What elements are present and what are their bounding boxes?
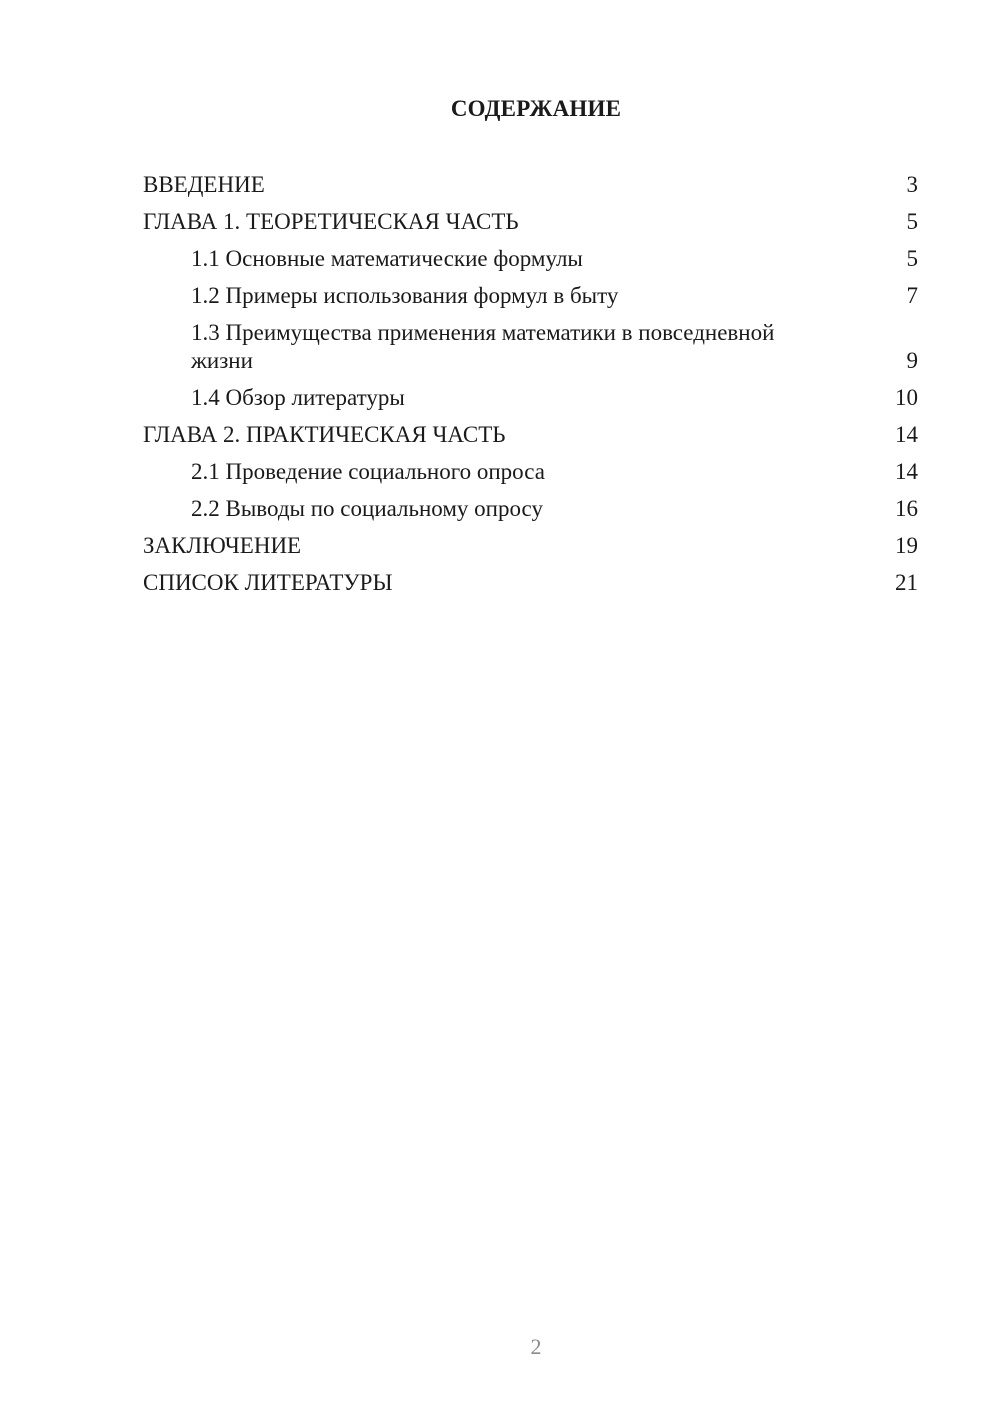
- toc-entry-title: 2.2 Выводы по социальному опросу: [191, 496, 543, 521]
- toc-entry-page: 5: [906, 209, 918, 234]
- toc-entry-page: 19: [895, 533, 918, 558]
- toc-entry-page: 16: [895, 496, 918, 521]
- toc-entry-page: 21: [895, 570, 918, 595]
- toc-entry[interactable]: [143, 458, 918, 486]
- toc-entry-title: ЗАКЛЮЧЕНИЕ: [143, 533, 302, 558]
- toc-entry[interactable]: [143, 495, 918, 523]
- toc-entry-title: ВВЕДЕНИЕ: [143, 172, 265, 197]
- toc-entry[interactable]: [143, 569, 918, 597]
- toc-entry[interactable]: [143, 384, 918, 412]
- toc-entry[interactable]: [143, 208, 918, 236]
- toc-entry-page: 3: [906, 172, 918, 197]
- toc-title: СОДЕРЖАНИЕ: [450, 96, 622, 121]
- toc-entry-page: 14: [895, 459, 918, 484]
- toc-entry-title: 2.1 Проведение социального опроса: [191, 459, 545, 484]
- toc-entry-title: СПИСОК ЛИТЕРАТУРЫ: [143, 570, 393, 595]
- toc-entry[interactable]: [143, 532, 918, 560]
- toc-entry[interactable]: [143, 171, 918, 199]
- toc-entry-title: ГЛАВА 1. ТЕОРЕТИЧЕСКАЯ ЧАСТЬ: [143, 209, 519, 234]
- toc-entry[interactable]: [143, 245, 918, 273]
- toc-entry-title: 1.2 Примеры использования формул в быту: [191, 283, 619, 308]
- toc-entry-page: 10: [895, 385, 918, 410]
- toc-entry-page: 9: [906, 348, 918, 373]
- toc-entry[interactable]: [143, 282, 918, 310]
- toc-entry[interactable]: [143, 319, 918, 375]
- toc-entry-title: 1.1 Основные математические формулы: [191, 246, 583, 271]
- toc-entry-page: 7: [906, 283, 918, 308]
- toc-entry[interactable]: [143, 421, 918, 449]
- toc-entry-page: 5: [906, 246, 918, 271]
- toc-entry-page: 14: [895, 422, 918, 447]
- toc-entry-title: 1.4 Обзор литературы: [191, 385, 405, 410]
- table-of-contents: [143, 171, 918, 606]
- toc-entry-title: 1.3 Преимущества применения математики в повседневной жизни: [191, 320, 775, 373]
- page-number: 2: [530, 1334, 542, 1359]
- toc-entry-title: ГЛАВА 2. ПРАКТИЧЕСКАЯ ЧАСТЬ: [143, 422, 506, 447]
